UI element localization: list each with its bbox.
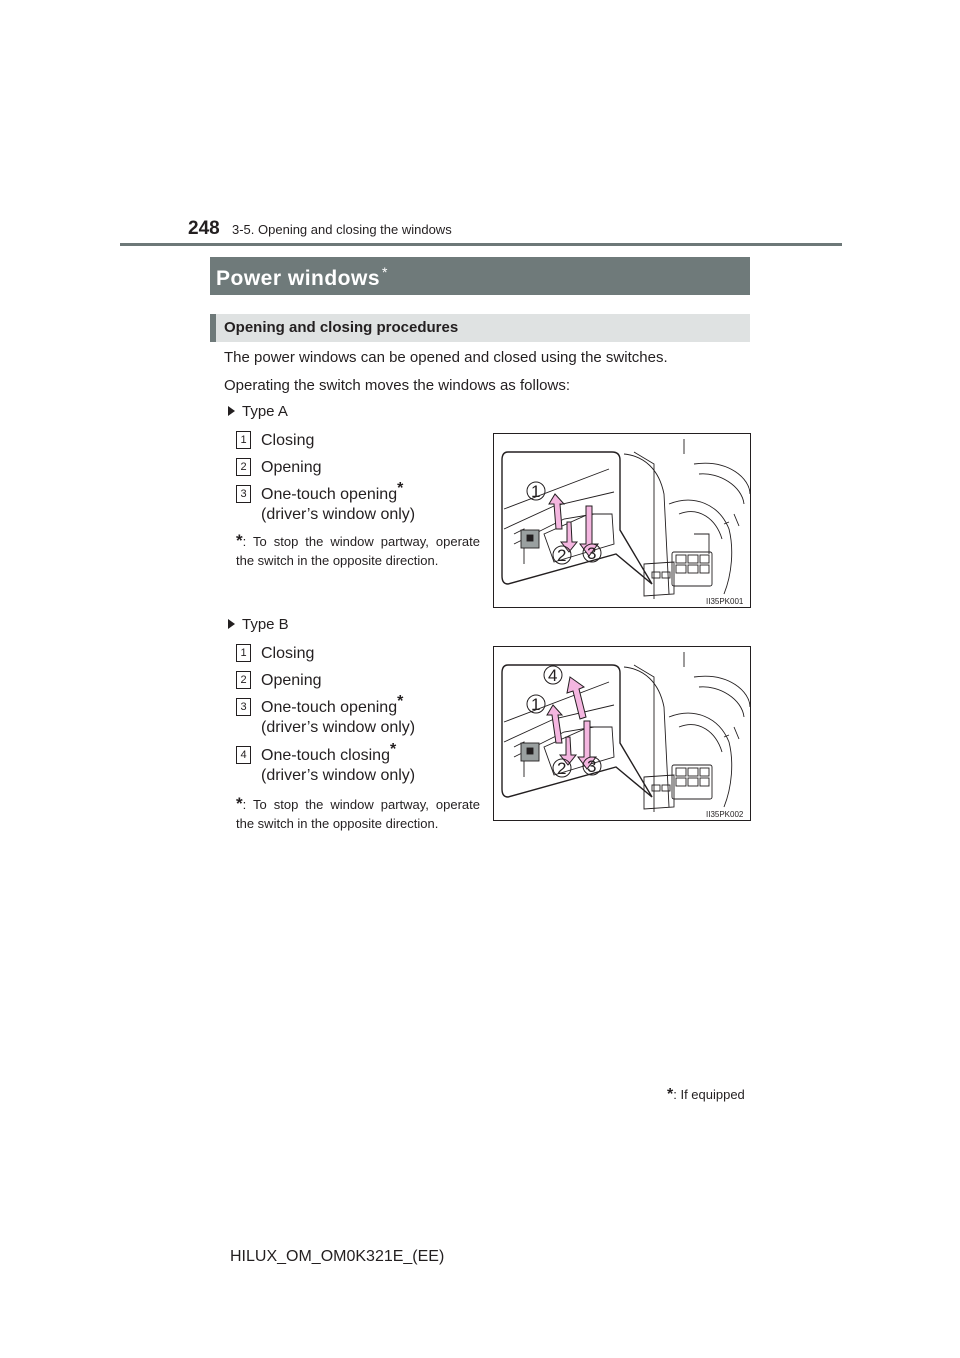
type-b-item-1 [236,644,314,663]
asterisk-mark: * [397,693,404,710]
item-label: Opening [261,672,322,689]
page-title-bar [210,257,750,295]
footnote-text: : If equipped [673,1087,745,1102]
type-b-item-2 [236,671,322,690]
type-a-text: Type A [242,403,288,420]
type-b-text: Type B [242,616,289,633]
type-a-item-1 [236,431,314,450]
type-b-item-4-line-2: (driver’s window only) [261,767,416,784]
type-a-item-3 [236,480,404,504]
section-title: 3-5. Opening and closing the windows [232,222,452,237]
footnote [667,1086,745,1104]
note-text: : To stop the window partway, operate the switch in the opposite direction. [236,534,480,568]
number-box: 2 [236,671,251,689]
figure-type-b [493,646,751,821]
number-box: 2 [236,458,251,476]
callout-1: 1 [531,482,541,501]
header-divider [120,243,842,246]
footnote-asterisk: * [667,1086,674,1103]
type-b-item-4 [236,741,397,765]
figure-type-a [493,433,751,608]
subsection-heading: Opening and closing procedures [210,314,750,342]
type-b-item-3 [236,693,404,717]
asterisk-mark: * [389,741,397,758]
asterisk-mark: * [397,480,404,497]
number-box: 1 [236,644,251,662]
page-number: 248 [188,218,220,239]
item-label: Closing [261,432,315,449]
type-a-note [236,531,480,570]
callout-4: 4 [548,666,558,685]
page-title: Power windows [216,267,381,290]
type-b-label [228,616,289,633]
number-box: 4 [236,746,251,764]
callout-3: 3 [587,544,597,563]
intro-line-2: Operating the switch moves the windows as follows: [224,377,570,394]
callout-2: 2 [557,759,567,778]
figure-code-a: II35PK001 [706,597,744,606]
item-label: Opening [261,459,322,476]
equipped-mark: * [382,264,388,280]
switch-illustration-a [494,434,750,607]
figure-code-b: II35PK002 [706,810,744,819]
type-a-item-3-line-2: (driver’s window only) [261,506,416,523]
item-label: One-touch opening [261,699,398,716]
note-asterisk: * [236,531,243,550]
triangle-bullet-icon [228,406,235,416]
type-a-item-2 [236,458,322,477]
item-label: Closing [261,645,315,662]
type-b-note [236,794,480,833]
type-a-label [228,403,288,420]
item-label: One-touch opening [261,486,398,503]
note-asterisk: * [236,794,243,813]
number-box: 3 [236,698,251,716]
callout-2: 2 [557,546,567,565]
note-text: : To stop the window partway, operate the switch in the opposite direction. [236,797,480,831]
number-box: 1 [236,431,251,449]
triangle-bullet-icon [228,619,235,629]
callout-3: 3 [587,757,597,776]
item-label: One-touch closing [261,747,390,764]
number-box: 3 [236,485,251,503]
switch-illustration-b [494,647,750,820]
callout-1: 1 [531,695,541,714]
type-b-item-3-line-2: (driver’s window only) [261,719,416,736]
document-id: HILUX_OM_OM0K321E_(EE) [230,1248,445,1265]
intro-line-1: The power windows can be opened and closed using the switches. [224,349,668,366]
